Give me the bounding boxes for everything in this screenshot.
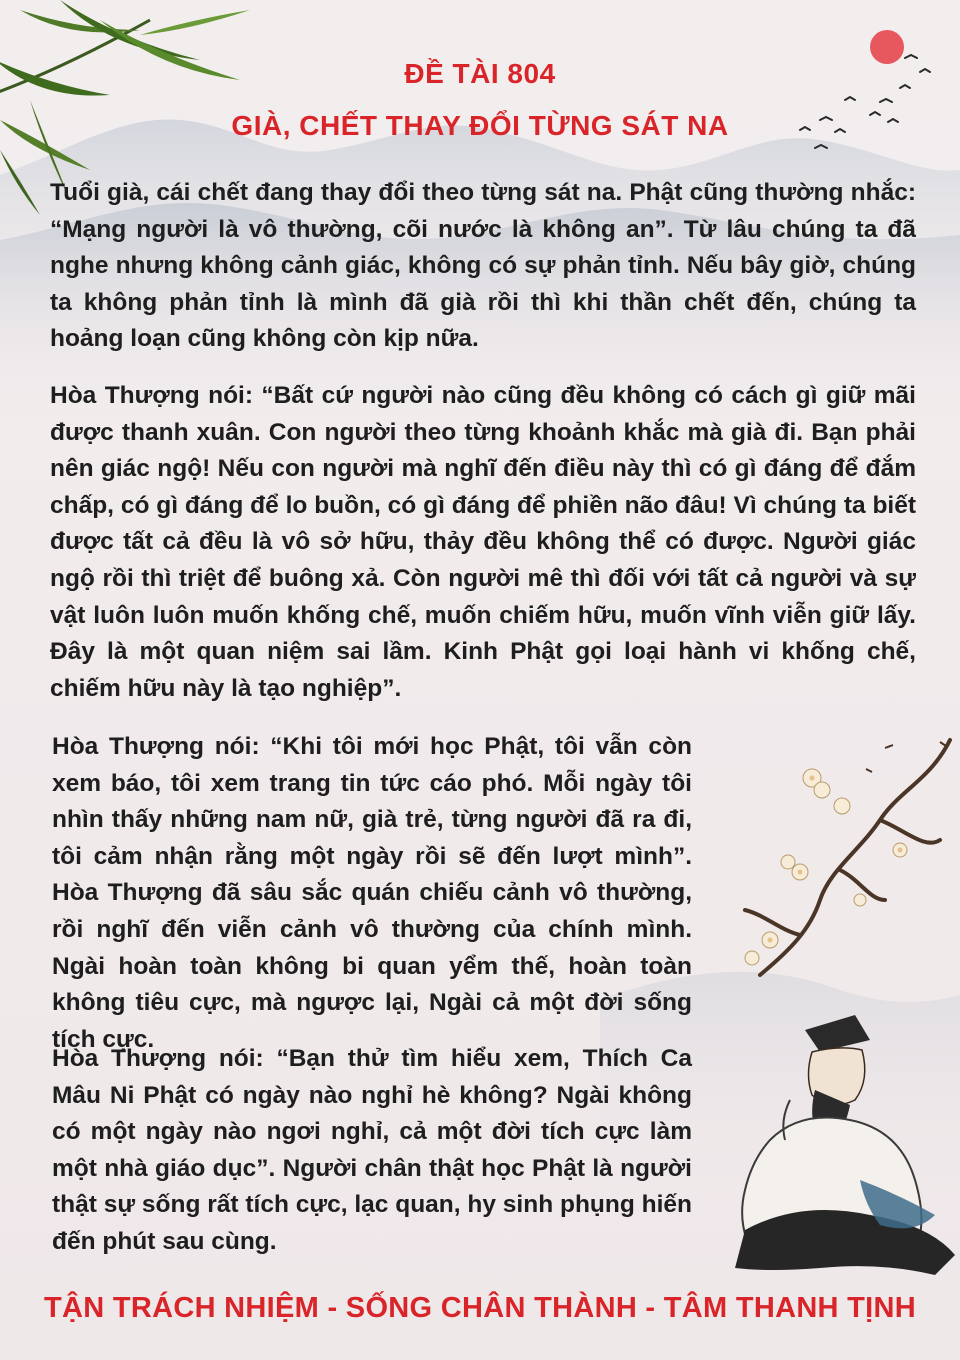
- paragraph-intro: Tuổi già, cái chết đang thay đổi theo từng sát na. Phật cũng thường nhắc: “Mạng người là vô thường, cõi nước là không an”. Từ lâu chúng ta đã nghe nhưng không cảnh giác, không có sự phản tỉnh. Nếu bây giờ, chúng ta không phản tỉnh là mình đã già rồi thì khi thần chết đến, chúng ta hoảng loạn cũng không còn kịp nữa.: [50, 179, 916, 353]
- paragraph-quote-buddha: Hòa Thượng nói: “Bạn thử tìm hiểu xem, Thích Ca Mâu Ni Phật có ngày nào nghỉ hè không? Ngài không có một ngày nào ngơi nghỉ, cả một đời tích cực làm một nhà giáo dục”. Người chân thật học Phật là người thật sự sống rất tích cực, lạc quan, hy sinh phụng hiến đến phút sau cùng.: [52, 1045, 692, 1255]
- plum-blossom-branch: [745, 740, 950, 975]
- footer-motto: TẬN TRÁCH NHIỆM - SỐNG CHÂN THÀNH - TÂM THANH TỊNH: [43, 1292, 917, 1324]
- paragraph-quote-newspaper: Hòa Thượng nói: “Khi tôi mới học Phật, tôi vẫn còn xem báo, tôi xem trang tin tức cáo phó. Mỗi ngày tôi nhìn thấy những nam nữ, già trẻ, từng người đã ra đi, tôi cảm nhận rằng một ngày rồi sẽ đến lượt mình”. Hòa Thượng đã sâu sắc quán chiếu cảnh vô thường, rồi nghĩ đến viễn cảnh vô thường của chính mình. Ngài hoàn toàn không bi quan yểm thế, hoàn toàn không tiêu cực, mà ngược lại, Ngài cả một đời sống tích cực.: [52, 733, 692, 1053]
- paragraph-quote-youth: Hòa Thượng nói: “Bất cứ người nào cũng đều không có cách gì giữ mãi được thanh xuân. Con người theo từng khoảnh khắc mà già đi. Bạn phải nên giác ngộ! Nếu con người mà nghĩ đến điều này thì có gì đáng để đắm chấp, có gì đáng để lo buồn, có gì đáng để phiền não đâu! Vì chúng ta biết được tất cả đều là vô sở hữu, thảy đều không thể có được. Người giác ngộ rồi thì triệt để buông xả. Còn người mê thì đối với tất cả người và sự vật luôn luôn muốn khống chế, muốn chiếm hữu, muốn vĩnh viễn giữ lấy. Đây là một quan niệm sai lầm. Kinh Phật gọi loại hành vi khống chế, chiếm hữu này là tạo nghiệp”.: [50, 382, 916, 702]
- topic-number: ĐỀ TÀI 804: [404, 58, 556, 89]
- page-title: GIÀ, CHẾT THAY ĐỔI TỪNG SÁT NA: [231, 110, 729, 141]
